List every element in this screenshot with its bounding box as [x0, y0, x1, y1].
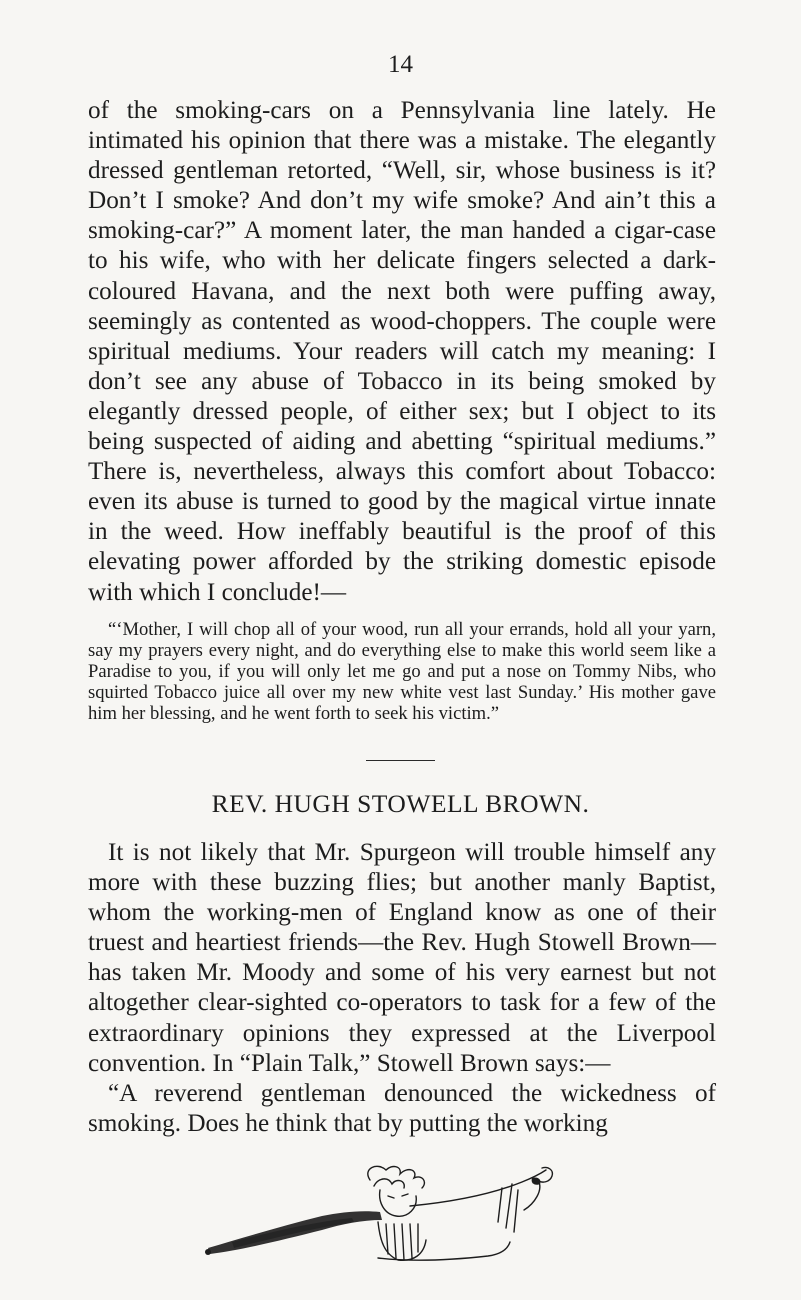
quotation-block: [88, 619, 716, 724]
opening-paragraph-text: of the smoking-cars on a Pennsylvania line lately. He intimated his opinion that there was a mistake. The elegantly dressed gentleman retorted, “Well, sir, whose business is it? Don’t I smoke? And don’t my wife smoke? And ain’t this a smoking-car?” A moment later, the man handed a cigar-case to his wife, who with her delicate fingers selected a dark-coloured Havana, and the next both were puffing away, seemingly as contented as wood-choppers. The couple were spiritual mediums. Your readers will catch my meaning: I don’t see any abuse of Tobacco in its being smoked by elegantly dressed people, of either sex; but I object to its being suspected of aiding and abetting “spiritual mediums.” There is, nevertheless, always this comfort about Tobacco: even its abuse is turned to good by the magical virtue innate in the weed. How ineffably beautiful is the proof of this elevating power afforded by the striking domestic episode with which I conclude!—: [88, 97, 716, 606]
quotation-text: “‘Mother, I will chop all of your wood, run all your errands, hold all your yarn, say my prayers every night, and do everything else to make this world seem like a Paradise to you, if you will only let me go and put a nose on Tommy Nibs, who squirted Tobacco juice all over my new white vest last Sunday.’ His mother gave him her blessing, and he went forth to seek his victim.”: [88, 619, 716, 724]
section-divider: [366, 760, 435, 761]
opening-paragraph: [88, 96, 716, 608]
page-number: 14: [388, 51, 413, 78]
section-heading: REV. HUGH STOWELL BROWN.: [211, 789, 590, 818]
section-body: [88, 838, 716, 1139]
section-paragraph-1: It is not likely that Mr. Spurgeon will trouble himself any more with these buzzing flies; but another manly Baptist, whom the working-men of England know as one of their truest and heartiest friends—the Rev. Hugh Stowell Brown—has taken Mr. Moody and some of his very earnest but not altogether clear-sighted co-operators to task for a few of the extraordinary opinions they expressed at the Liverpool convention. In “Plain Talk,” Stowell Brown says:—: [88, 839, 716, 1077]
section-paragraph-2: “A reverend gentleman denounced the wickedness of smoking. Does he think that by putting the working: [88, 1079, 716, 1137]
smoking-pipe-ornament-icon: [202, 1162, 604, 1266]
